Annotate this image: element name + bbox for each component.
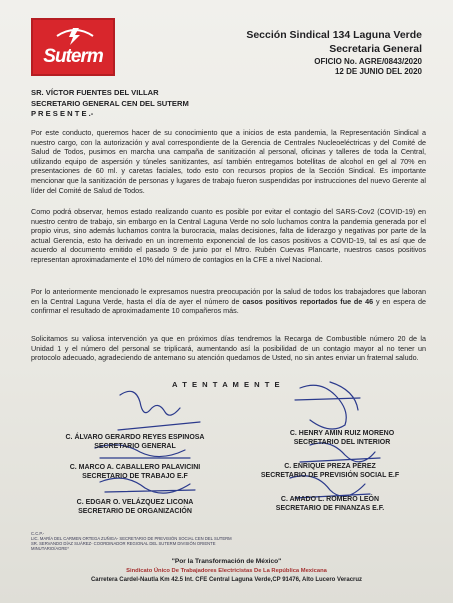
signatory-role: SECRETARIO DEL INTERIOR xyxy=(293,439,391,446)
signatory-role: SECRETARIO GENERAL xyxy=(94,443,176,450)
ccp-line: MINUTARIO/AGRE* xyxy=(31,546,69,551)
ccp-line: SR. SERVANDO DÍAZ SUÁREZ- COORDINADOR REGIONAL DEL SUTERM DIVISIÓN ORIENTE xyxy=(31,541,216,546)
closing-atentamente: A T E N T A M E N T E xyxy=(171,380,282,389)
paragraph-3-text-c: y en espera de confirmar el resultado de aproximadamente 10 compañeros más. xyxy=(31,296,426,316)
signatory-name: C. AMADO L. ROMERO LEÓN xyxy=(280,496,380,503)
logo-wordmark: Suterm xyxy=(43,46,103,67)
signatory-4 xyxy=(230,462,430,480)
body-paragraph-4: Solicitamos su valiosa intervención ya que en próximos días tendremos la Recarga de Combustible número 20 de la Unidad 1 y el número del personal se triplicará, aumentando así la posibilidad de un contagio mayor al no tener un protocolo adecuado, agradeciendo de antemano su atención quedamos de Usted, no sin antes enviar un fraternal saludo. xyxy=(31,334,426,363)
office-name: Secretaria General xyxy=(329,43,422,55)
addressee-title: SECRETARIO GENERAL CEN DEL SUTERM xyxy=(31,98,189,108)
signatory-name: C. ENRIQUE PREZA PÉREZ xyxy=(284,463,376,470)
section-name: Sección Sindical 134 Laguna Verde xyxy=(246,29,422,41)
ccp-line: LIC. MARÍA DEL CARMEN ORTEGA ZUÑIGA- SECRETARIO DE PREVISIÓN SOCIAL CEN DEL SUTERM xyxy=(31,536,232,541)
footer-union-name: Sindicato Único De Trabajadores Electricistas De La República Mexicana xyxy=(126,568,327,574)
signatory-role: SECRETARIO DE FINANZAS E.F. xyxy=(275,505,385,512)
reference-number: OFICIO No. AGRE/0843/2020 xyxy=(314,57,422,66)
signatory-role: SECRETARIO DE PREVISIÓN SOCIAL E.F xyxy=(260,472,400,479)
letter-date: 12 DE JUNIO DEL 2020 xyxy=(334,67,422,76)
ccp-label: C.C.P.- xyxy=(31,531,45,536)
signatory-2 xyxy=(257,429,427,447)
paragraph-3-text-a: Por lo anteriormente mencionado le expresamos nuestra preocupación por la salud de todos los trabajadores que laboran en la Central Laguna Verde, hasta el día de ayer el número de xyxy=(31,287,426,306)
signatory-name: C. HENRY AMIN RUIZ MORENO xyxy=(289,430,395,437)
signatory-name: C. EDGAR O. VELÁZQUEZ LICONA xyxy=(76,499,194,506)
signatory-5 xyxy=(40,498,230,516)
positive-cases-highlight: casos positivos reportados fue de 46 xyxy=(242,296,374,306)
body-paragraph-1: Por este conducto, queremos hacer de su conocimiento que a inicios de esta pandemia, la Representación Sindical a nuestro cargo, con la autorización y aval correspondiente de la Gerencia de Centrales Nucleoeléctricas y del Comité de Salud de Todos, pusimos en marcha una campaña de sanitización al personal, oficinas y talleres de toda la Central, utilizando equipo de aspersión y túneles sanitizantes, así también entregamos botellitas de alcohol en gel al 70% en presentaciones de 60 ml. y caretas faciales, todo esto con recursos propios de la Sección Sindical. Es importante mencionar que la sanitización de personas y lugares de trabajo fueron suspendidas por instrucciones del nuevo Gerente al líder del Comité de Salud de Todos. xyxy=(31,128,426,195)
footer-address: Carretera Cardel-Nautla Km 42.5 Int. CFE Central Laguna Verde,CP 91476, Alto Lucero Veracruz xyxy=(90,577,363,583)
ccp-block xyxy=(31,531,232,551)
signatory-role: SECRETARIO DE ORGANIZACIÓN xyxy=(78,508,192,515)
body-paragraph-2: Como podrá observar, hemos estado realizando cuanto es posible por evitar el contagio del SARS-Cov2 (COVID-19) en nuestro centro de trabajo, sin embargo en la Central Laguna Verde no solo luchamos contra la pandemia generada por el propio virus, sino además luchamos contra la burocracia, malas decisiones, falta de liderazgo y negativas por parte de la actual Gerencia, esto ha derivado en un incremento exponencial de los casos positivos a COVID-19, tal es así que de acuerdo al documento emitido el pasado 9 de junio por el Mtro. Rubén Cuevas Plancarte, nuestros casos positivos representan aproximadamente el 10% del número de contagios en la CFE a nivel Nacional. xyxy=(31,207,426,264)
signatory-6 xyxy=(240,495,420,513)
signatory-name: C. MARCO A. CABALLERO PALAVICINI xyxy=(69,464,201,471)
addressee-presente: P R E S E N T E .- xyxy=(31,109,94,118)
addressee-name: SR. VÍCTOR FUENTES DEL VILLAR xyxy=(31,88,159,97)
signatory-role: SECRETARIO DE TRABAJO E.F xyxy=(82,473,188,480)
footer-motto: "Por la Transformación de México" xyxy=(171,558,282,565)
signatory-name: C. ÁLVARO GERARDO REYES ESPINOSA xyxy=(65,434,205,441)
signatory-1 xyxy=(40,433,230,451)
signatory-3 xyxy=(40,463,230,481)
